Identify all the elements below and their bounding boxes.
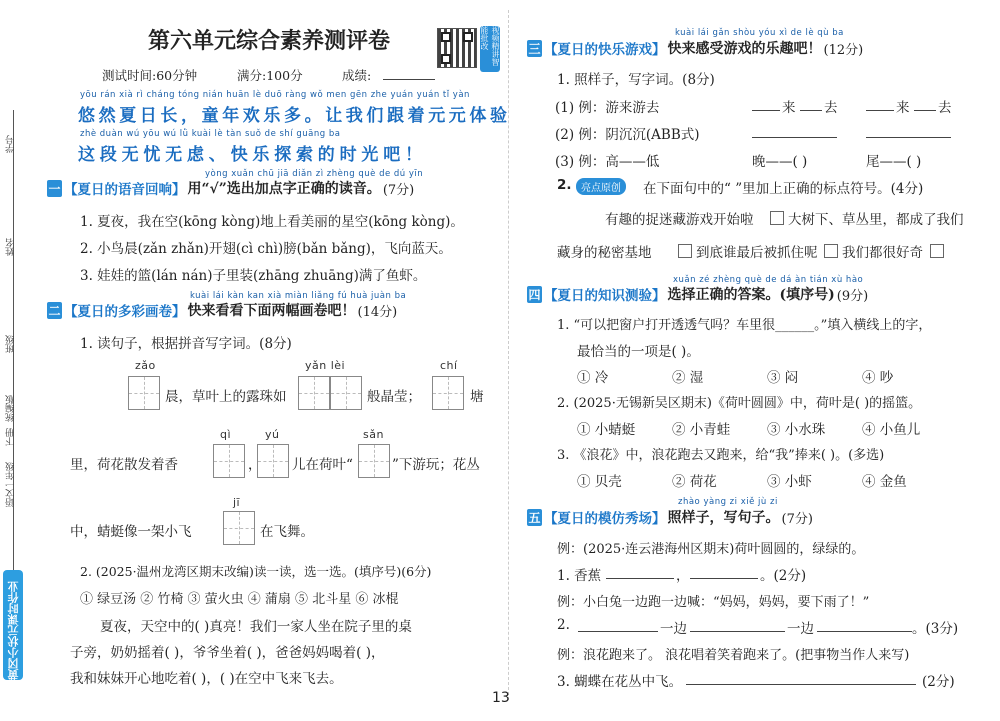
sec3-title: 快来感受游戏的乐趣吧！ [667, 41, 822, 57]
sec3-para-1: 有趣的捉迷藏游戏开始啦 [605, 212, 754, 228]
sec5-title: 照样子，写句子。 [667, 510, 780, 526]
sec2-s1c: 塘 [470, 389, 484, 405]
sec1-title: 用“√”选出加点字正确的读音。 [187, 181, 381, 197]
sec2-number: 二 [48, 303, 61, 318]
writing-grid[interactable] [432, 376, 464, 410]
answer-blank[interactable] [866, 137, 951, 138]
meta-score: 满分:100分 [237, 68, 303, 83]
meta-result: 成绩: [342, 68, 372, 83]
binding-line [13, 110, 14, 630]
sec2-pinyin: kuài lái kàn kan xià miàn liǎng fú huà juàn ba [190, 291, 407, 301]
sec3-para-2b: 到底谁最后被抓住呢 [696, 245, 818, 261]
writing-grid[interactable] [358, 444, 390, 478]
page-title: 第六单元综合素养测评卷 [148, 28, 391, 54]
sec3-r3-wei[interactable]: 尾——( ) [866, 154, 922, 170]
sidebar-label-class: 班级 [6, 335, 16, 353]
sec4-q3: 3. 《浪花》中，浪花跑去又跑来，给“我”捧来( )。(多选) [557, 448, 885, 463]
sec2-score: (14分) [357, 304, 398, 320]
qr-corner [441, 54, 451, 64]
sec1-header [47, 178, 414, 198]
pinyin-zao: zǎo [135, 359, 156, 372]
sec4-q2-opt-3[interactable]: ③ 小水珠 [767, 422, 826, 438]
sec5-number: 五 [528, 510, 541, 525]
answer-blank[interactable] [606, 578, 674, 579]
answer-blank[interactable] [914, 110, 936, 111]
sec5-example-1: 例：(2025·连云港海州区期末)荷叶圆圆的，绿绿的。 [557, 542, 865, 557]
sec1-pinyin: yòng xuǎn chū jiā diǎn zì zhèng què de dú yīn [205, 169, 424, 179]
sec2-q2: 2. (2025·温州龙湾区期末改编)读一读，选一选。(填序号)(6分) [80, 564, 432, 579]
sec2-s2c: 儿在荷叶“ [292, 457, 353, 473]
sec3-r1: (1) 例：游来游去 [555, 100, 660, 116]
sec4-q1-opt-2[interactable]: ② 湿 [672, 370, 704, 386]
punct-box[interactable] [930, 244, 944, 258]
sec2-options: ① 绿豆汤 ② 竹椅 ③ 萤火虫 ④ 蒲扇 ⑤ 北斗星 ⑥ 冰棍 [80, 592, 399, 607]
sec1-number: 一 [48, 181, 61, 196]
sec2-para-1[interactable]: 夏夜，天空中的( )真亮！我们一家人坐在院子里的桌 [100, 619, 412, 635]
answer-blank[interactable] [752, 137, 837, 138]
sec5-q2: 2. [557, 617, 570, 633]
sec3-q2: 在下面句中的“ ”里加上正确的标点符号。(4分) [643, 181, 924, 197]
qr-corner [441, 32, 451, 42]
sec5-pinyin: zhào yàng zi xiě jù zi [678, 497, 778, 507]
sec2-s1a: 晨，草叶上的露珠如 [165, 389, 287, 405]
sec5-header [527, 507, 813, 527]
sec2-s2a: 里，荷花散发着香 [70, 457, 178, 473]
sec3-number: 三 [528, 41, 541, 56]
sec5-q2-yibian-1: 一边 [660, 621, 687, 637]
intro-line-2: 这段无忧无虑、快乐探索的时光吧！ [78, 145, 427, 165]
pinyin-chi: chí [440, 359, 458, 372]
sec2-s2b: ， [248, 457, 262, 473]
sec4-score: (9分) [836, 288, 869, 304]
sec4-q3-opt-4[interactable]: ④ 金鱼 [862, 474, 907, 490]
sec3-header [527, 38, 863, 58]
intro-pinyin-1: yōu rán xià rì cháng tóng nián huān lè duō ràng wǒ men gēn zhe yuán yuán tǐ yàn [80, 90, 470, 100]
sec2-title: 快来看看下面两幅画卷吧！ [187, 303, 356, 319]
sec3-r3: (3) 例：高——低 [555, 154, 660, 170]
pinyin-ji: jī [233, 496, 241, 509]
sidebar-label-grade: 语文一年级 [6, 462, 16, 507]
sec1-q2[interactable]: 2. 小鸟晨(zǎn zhǎn)开翅(cì chì)膀(bǎn bǎng)，飞向蓝天。 [80, 241, 452, 257]
sec3-score: (12分) [823, 42, 864, 58]
punct-box[interactable] [824, 244, 838, 258]
sec1-q1[interactable]: 1. 夏夜，我在空(kōng kòng)地上看美丽的星空(kōng kòng)。 [80, 214, 464, 230]
sec4-q2-opt-1[interactable]: ① 小蜻蜓 [577, 422, 636, 438]
sec2-s2d: ”下游玩；花丛 [392, 457, 480, 473]
sec5-example-2: 例：小白兔一边跑一边喊：“妈妈，妈妈，要下雨了！” [557, 595, 870, 610]
pinyin-san: sǎn [363, 428, 384, 441]
sec3-r2: (2) 例：阴沉沉(ABB式) [555, 127, 700, 143]
sec3-q2-number: 2. [557, 177, 572, 193]
answer-blank[interactable] [578, 631, 658, 632]
sec4-q1: 1. “可以把窗户打开透透气吗？车里很______。”填入横线上的字， [557, 318, 932, 333]
page-number: 13 [492, 690, 510, 706]
writing-grid[interactable] [223, 511, 255, 545]
sec4-q2-opt-4[interactable]: ④ 小鱼儿 [862, 422, 921, 438]
answer-blank[interactable] [690, 631, 785, 632]
sec1-score: (7分) [382, 182, 415, 198]
sec2-para-2[interactable]: 子旁，奶奶摇着( )，爷爷坐着( )，爸爸妈妈喝着( )， [70, 645, 385, 661]
sec3-r3-wan[interactable]: 晚——( ) [752, 154, 808, 170]
sec2-s1b: 般晶莹； [367, 389, 421, 405]
sec4-header [527, 284, 868, 304]
sec3-r1-lai: 来 [782, 100, 796, 116]
sec2-para-3[interactable]: 我和妹妹开心地吃着( )，( )在空中飞来飞去。 [70, 671, 343, 687]
sec3-para-2: 藏身的秘密基地 [557, 245, 652, 261]
sec5-label: 【夏日的模仿秀场】 [544, 511, 666, 527]
sec4-pinyin: xuǎn zé zhèng què de dá àn tián xù hào [673, 275, 864, 285]
answer-blank[interactable] [800, 110, 822, 111]
result-field[interactable] [383, 79, 435, 80]
sec4-q1-opt-4[interactable]: ④ 吵 [862, 370, 894, 386]
sec4-q3-opt-2[interactable]: ② 荷花 [672, 474, 717, 490]
sec4-q2-opt-2[interactable]: ② 小青蛙 [672, 422, 731, 438]
sec5-q1-suffix: 。(2分) [760, 568, 807, 584]
binding-sidebar [0, 0, 36, 721]
sec3-r1-qu: 去 [824, 100, 838, 116]
highlight-tag: 亮点原创 [576, 178, 626, 195]
sec4-number: 四 [528, 287, 541, 302]
sec5-q3-suffix: (2分) [922, 674, 955, 690]
sec4-q1-opt-1[interactable]: ① 冷 [577, 370, 609, 386]
sidebar-label-id: 学号 [6, 135, 16, 153]
sec5-example-3: 例：浪花跑来了。 浪花唱着笑着跑来了。(把事物当作人来写) [557, 648, 910, 663]
brand-logo: 黄冈小状元课时作业本 [3, 570, 23, 680]
answer-blank[interactable] [817, 631, 912, 632]
writing-grid[interactable] [330, 376, 362, 410]
sec5-q3: 3. 蝴蝶在花丛中飞。 [557, 674, 683, 690]
sec2-header [47, 300, 397, 320]
sec1-label: 【夏日的语音回响】 [64, 182, 186, 198]
meta-time: 测试时间:60分钟 [102, 68, 198, 83]
punct-box[interactable] [770, 211, 784, 225]
sec5-q1-comma: ， [676, 568, 690, 584]
sec2-q1: 1. 读句子，根据拼音写字词。(8分) [80, 336, 292, 352]
sec3-para-2c: 我们都很好奇 [842, 245, 923, 261]
sec4-title: 选择正确的答案。(填序号) [667, 287, 835, 303]
sec5-q1: 1. 香蕉 [557, 568, 602, 584]
intro-pinyin-2: zhè duàn wú yōu wú lǜ kuài lè tàn suǒ de shí guāng ba [80, 129, 341, 139]
sec3-label: 【夏日的快乐游戏】 [544, 42, 666, 58]
sidebar-label-edition: 统编版 [6, 395, 16, 422]
sec4-q3-opt-3[interactable]: ③ 小虾 [767, 474, 812, 490]
sec2-s3a: 中，蜻蜓像一架小飞 [70, 524, 192, 540]
sidebar-label-volume: 下册 [6, 428, 16, 446]
writing-grid[interactable] [128, 376, 160, 410]
answer-blank[interactable] [690, 578, 758, 579]
writing-grid[interactable] [257, 444, 289, 478]
writing-grid[interactable] [213, 444, 245, 478]
writing-grid[interactable] [298, 376, 330, 410]
sec3-q1: 1. 照样子，写字词。(8分) [557, 72, 715, 88]
answer-blank[interactable] [752, 110, 780, 111]
answer-blank[interactable] [866, 110, 894, 111]
sec2-label: 【夏日的多彩画卷】 [64, 304, 186, 320]
punct-box[interactable] [678, 244, 692, 258]
sec4-q2: 2. (2025·无锡新吴区期末)《荷叶圆圆》中，荷叶是( )的摇篮。 [557, 396, 922, 411]
sidebar-label-name: 姓名 [6, 238, 16, 256]
sec3-r1-lai-2: 来 [896, 100, 910, 116]
pinyin-yanlei: yǎn lèi [305, 359, 346, 372]
sec2-s3b: 在飞舞。 [260, 524, 314, 540]
sec3-r1-qu-2: 去 [938, 100, 952, 116]
pinyin-yu: yú [265, 428, 280, 441]
qr-corner [463, 32, 473, 42]
answer-blank[interactable] [686, 684, 916, 685]
sec4-q3-opt-1[interactable]: ① 贝壳 [577, 474, 622, 490]
qr-label: 视频精讲智能批改 [480, 26, 500, 72]
sec3-pinyin: kuài lái gǎn shòu yóu xì de lè qù ba [675, 28, 844, 38]
sec5-q2-yibian-2: 一边 [787, 621, 814, 637]
intro-line-1: 悠然夏日长，童年欢乐多。让我们跟着元元体验 [78, 106, 511, 126]
pinyin-qi: qì [220, 428, 232, 441]
sec5-score: (7分) [781, 511, 813, 527]
sec4-q1b[interactable]: 最恰当的一项是( )。 [577, 344, 700, 360]
sec1-q3[interactable]: 3. 娃娃的篮(lán nán)子里装(zhāng zhuāng)满了鱼虾。 [80, 268, 427, 284]
sec5-q2-suffix: 。(3分) [912, 621, 959, 637]
sec4-q1-opt-3[interactable]: ③ 闷 [767, 370, 799, 386]
sec4-label: 【夏日的知识测验】 [544, 288, 666, 304]
sec3-para-1b: 大树下、草丛里，都成了我们 [788, 212, 964, 228]
